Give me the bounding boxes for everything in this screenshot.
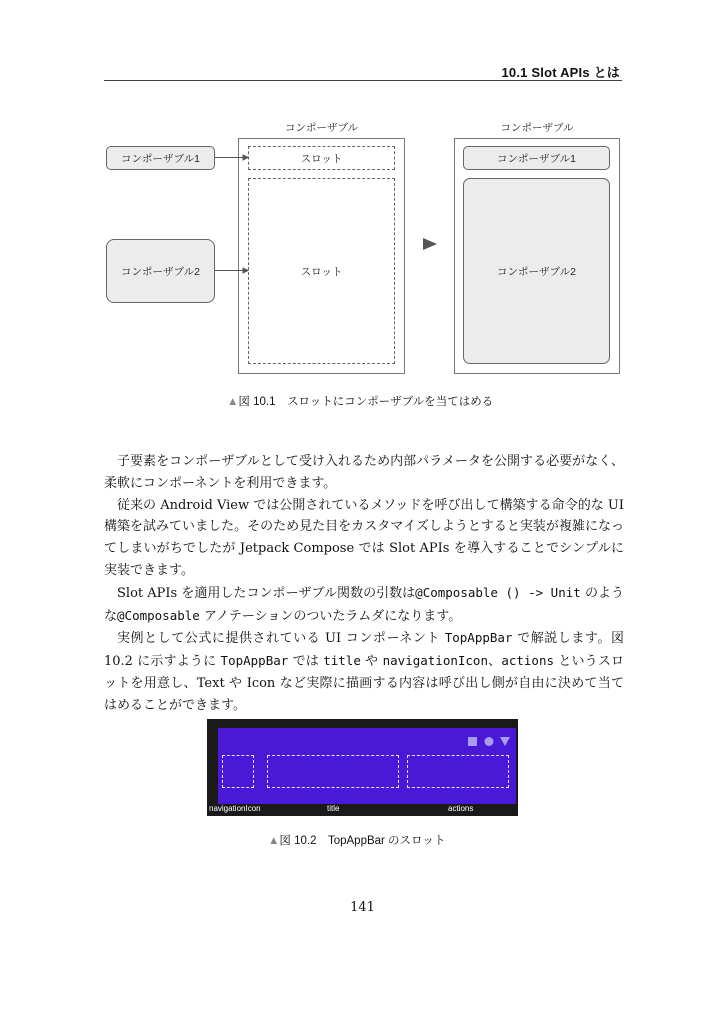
input-composable-1: コンポーザブル1 <box>106 146 215 170</box>
result-composable-1: コンポーザブル1 <box>463 146 610 170</box>
code-title: title <box>323 653 361 669</box>
circle-icon <box>485 737 494 746</box>
p4-text-b: で解説します。図 10.2 に示すように <box>104 631 625 670</box>
result-composable-2: コンポーザブル2 <box>463 178 610 364</box>
slot-top: スロット <box>248 146 395 170</box>
code-composable: @Composable <box>117 607 200 623</box>
body-text <box>104 451 624 717</box>
title-slot <box>267 755 399 788</box>
figure-10-1-caption <box>227 393 493 409</box>
paragraph-4 <box>104 627 624 716</box>
input-composable-2: コンポーザブル2 <box>106 239 215 303</box>
triangle-down-icon <box>500 737 510 746</box>
p4-text-a: 実例として公式に提供されている UI コンポーネント <box>117 631 445 647</box>
status-icons <box>467 735 515 749</box>
figure-10-2 <box>207 719 518 816</box>
chapter-heading: 10.1 Slot APIs とは <box>501 65 620 80</box>
code-topappbar-2: TopAppBar <box>220 653 289 669</box>
code-actions: actions <box>501 653 555 669</box>
p3-text-a: Slot APIs を適用したコンポーザブル関数の引数は <box>117 585 416 601</box>
label-title: title <box>327 804 340 813</box>
transform-arrow-icon <box>421 237 439 251</box>
navigation-icon-slot <box>222 755 254 788</box>
slot-labels <box>207 804 518 816</box>
code-topappbar: TopAppBar <box>444 630 513 646</box>
code-navigationicon: navigationIcon <box>382 653 488 669</box>
paragraph-1: 子要素をコンポーザブルとして受け入れるため内部パラメータを公開する必要がなく、柔軟にコンポーネントを利用できます。 <box>104 454 624 491</box>
figure-10-2-caption-text: 図 10.2 TopAppBar のスロット <box>279 835 446 847</box>
paragraph-3 <box>104 582 624 628</box>
p3-text-b: のような <box>104 585 624 624</box>
actions-slot <box>407 755 509 788</box>
figure-10-2-caption <box>268 832 445 848</box>
slot-bottom: スロット <box>248 178 395 364</box>
square-icon <box>468 737 477 746</box>
label-navigationicon: navigationIcon <box>209 804 261 813</box>
topappbar-mock <box>218 728 516 804</box>
page-number: 141 <box>350 900 375 915</box>
p4-text-f: というスロットを用意し、Text や Icon など実際に描画する内容は呼び出し側が自由に決めて当てはめることができます。 <box>104 654 624 713</box>
p3-text-c: アノテーションのついたラムダになります。 <box>199 608 462 624</box>
connector-arrows <box>214 150 250 280</box>
running-head <box>104 62 622 81</box>
left-frame-label: コンポーザブル <box>284 122 359 134</box>
caption-triangle-icon: ▲ <box>227 396 239 408</box>
p4-text-c: では <box>288 654 324 670</box>
caption-triangle-icon: ▲ <box>268 835 280 847</box>
p4-text-e: 、 <box>487 654 502 670</box>
figure-10-1-caption-text: 図 10.1 スロットにコンポーザブルを当てはめる <box>238 396 494 408</box>
right-frame-label: コンポーザブル <box>500 122 574 134</box>
paragraph-2: 従来の Android View では公開されているメソッドを呼び出して構築する命令的な UI 構築を試みていました。そのため見た目をカスタマイズしようとすると実装が複雑になってしまいがちでしたが Jetpack Compose では Slot APIs を導入することでシンプルに実装できます。 <box>104 497 624 578</box>
label-actions: actions <box>448 804 474 813</box>
code-composable-unit: @Composable () -> Unit <box>415 584 581 600</box>
p4-text-d: や <box>360 654 383 670</box>
